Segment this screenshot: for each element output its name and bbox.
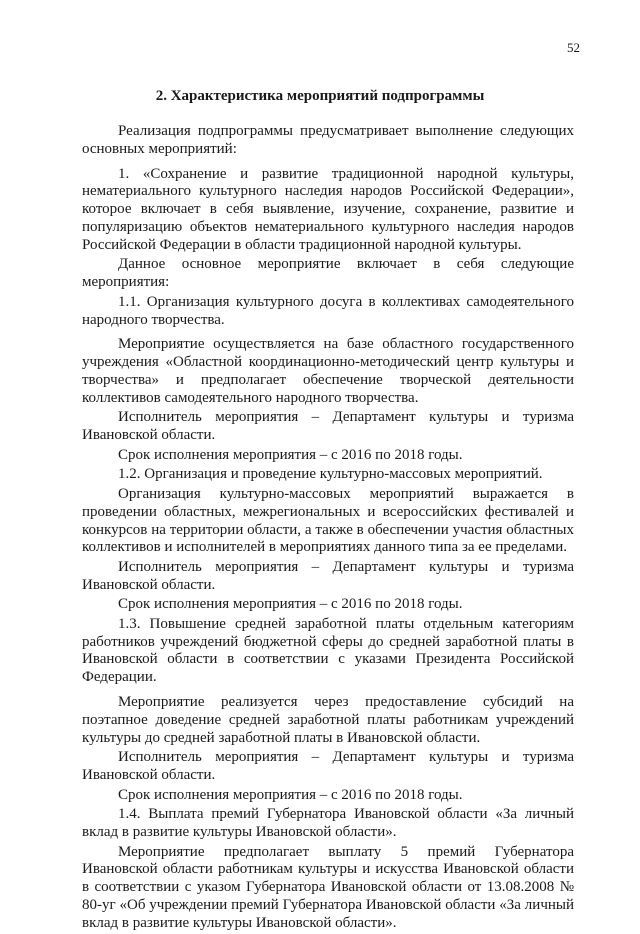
paragraph-item-1-3-description: Мероприятие реализуется через предоставление субсидий на поэтапное доведение средней заработной платы работникам учреждений культуры до средней заработной платы в Ивановской области. (82, 694, 574, 746)
paragraph-item-1-4: 1.4. Выплата премий Губернатора Ивановской области «За личный вклад в развитие культуры Ивановской области». (82, 806, 574, 841)
paragraph-item-1-1-description: Мероприятие осуществляется на базе областного государственного учреждения «Областной координационно-методический центр культуры и творчества» и предполагает обеспечение творческой деятельности коллективов самодеятельного народного творчества. (82, 336, 574, 406)
paragraph-item-1-1: 1.1. Организация культурного досуга в коллективах самодеятельного народного творчества. (82, 293, 574, 328)
paragraph-measure-1-includes: Данное основное мероприятие включает в себя следующие мероприятия: (82, 256, 574, 291)
section-heading: 2. Характеристика мероприятий подпрограммы (155, 88, 485, 104)
paragraph-item-1-2: 1.2. Организация и проведение культурно-массовых мероприятий. (118, 466, 543, 483)
paragraph-item-1-4-description: Мероприятие предполагает выплату 5 премий Губернатора Ивановской области работникам культуры и искусства Ивановской области в соответствии с указом Губернатора Ивановской области от 13.08.2008 № 80-уг «Об учреждении премий Губернатора Ивановской области «За личный вклад в развитие культуры Ивановской области». (82, 843, 574, 931)
paragraph-term: Срок исполнения мероприятия – с 2016 по 2018 годы. (118, 786, 463, 803)
paragraph-term: Срок исполнения мероприятия – с 2016 по 2018 годы. (118, 596, 463, 613)
paragraph-intro: Реализация подпрограммы предусматривает выполнение следующих основных мероприятий: (82, 123, 574, 157)
paragraph-item-1-2-description: Организация культурно-массовых мероприятий выражается в проведении областных, межрегиональных и всероссийских фестивалей и конкурсов на территории области, а также в обеспечении участия областных коллективов и исполнителей в мероприятиях данного типа за ее пределами. (82, 485, 574, 556)
paragraph-item-1-3: 1.3. Повышение средней заработной платы отдельным категориям работников учреждений бюджетной сферы до средней заработной платы в Ивановской области в соответствии с указами Президента Российской Федерации. (82, 615, 574, 686)
paragraph-term: Срок исполнения мероприятия – с 2016 по 2018 годы. (118, 446, 463, 463)
paragraph-executor: Исполнитель мероприятия – Департамент культуры и туризма Ивановской области. (82, 558, 574, 593)
paragraph-measure-1: 1. «Сохранение и развитие традиционной народной культуры, нематериального культурного наследия народов Российской Федерации», которое включает в себя выявление, изучение, сохранение, развитие и популяризацию объектов нематериального культурного наследия народов Российской Федерации в области традиционной народной культуры. (82, 165, 574, 253)
paragraph-executor: Исполнитель мероприятия – Департамент культуры и туризма Ивановской области. (82, 409, 574, 444)
page-number: 52 (567, 40, 580, 55)
document-body (82, 123, 574, 934)
paragraph-executor: Исполнитель мероприятия – Департамент культуры и туризма Ивановской области. (82, 749, 574, 784)
